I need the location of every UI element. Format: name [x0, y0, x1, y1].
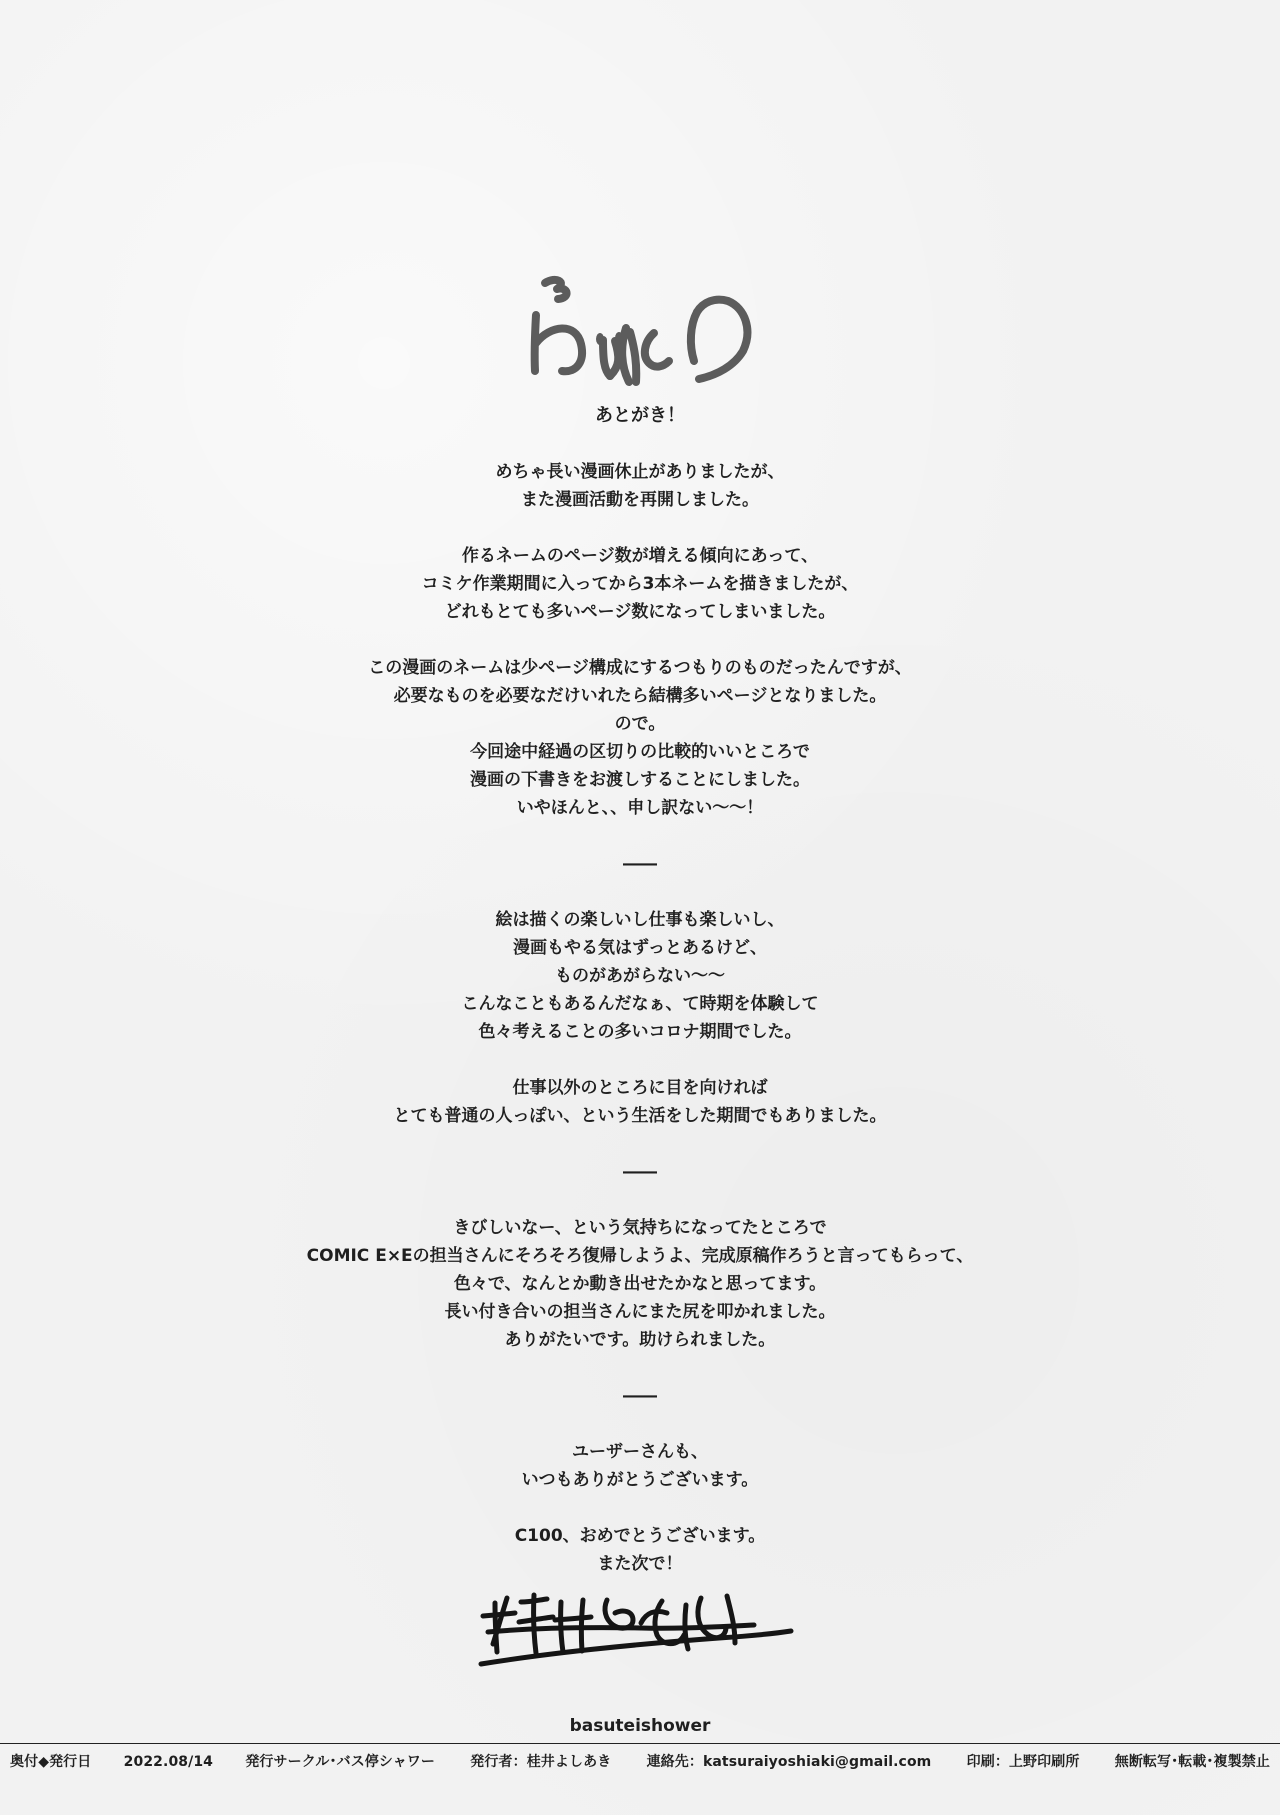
section-separator: ――: [623, 1162, 657, 1182]
text-line: 今回途中経過の区切りの比較的いいところで: [470, 742, 810, 762]
paragraph-8: [0, 1522, 1280, 1578]
text-line: 仕事以外のところに目を向ければ: [512, 1078, 768, 1098]
colophon: [10, 1752, 1270, 1772]
paragraph-4: [0, 906, 1280, 1046]
afterword-body: [0, 458, 1280, 1606]
text-line: いつもありがとうございます。: [521, 1470, 759, 1490]
section-separator: ――: [623, 1386, 657, 1406]
printer-name: 印刷：上野印刷所: [966, 1754, 1080, 1770]
text-line: ユーザーさんも、: [572, 1442, 708, 1462]
text-line: 漫画もやる気はずっとあるけど、: [513, 938, 767, 958]
text-line: 作るネームのページ数が増える傾向にあって、: [461, 546, 819, 566]
text-line: 必要なものを必要なだけいれたら結構多いページとなりました。: [393, 686, 887, 706]
text-line: C100、おめでとうございます。: [514, 1526, 766, 1546]
text-line: こんなこともあるんだなぁ、て時期を体験して: [461, 994, 819, 1014]
section-separator: ――: [623, 854, 657, 874]
text-line: また漫画活動を再開しました。: [521, 490, 759, 510]
text-line: 色々考えることの多いコロナ期間でした。: [478, 1022, 802, 1042]
text-line: ありがたいです。助けられました。: [504, 1330, 776, 1350]
colophon-label: 奥付◆発行日: [10, 1754, 92, 1770]
text-line: ものがあがらない〜〜: [555, 966, 725, 986]
publication-date: 2022.08/14: [123, 1754, 214, 1770]
paragraph-3: [0, 654, 1280, 822]
text-line: 色々で、なんとか動き出せたかなと思ってます。: [453, 1274, 827, 1294]
paragraph-1: [0, 458, 1280, 514]
text-line: いやほんと、、申し訳ない〜〜！: [516, 798, 764, 818]
signature-image: [473, 1580, 803, 1672]
doodle-face-icon: [519, 275, 755, 393]
circle-name: 発行サークル･バス停シャワー: [245, 1754, 436, 1770]
contact-email: 連絡先：katsuraiyoshiaki@gmail.com: [646, 1754, 932, 1770]
paragraph-6: [0, 1214, 1280, 1354]
afterword-title: あとがき！: [595, 405, 685, 426]
paragraph-2: [0, 542, 1280, 626]
text-line: 長い付き合いの担当さんにまた尻を叩かれました。: [444, 1302, 836, 1322]
text-line: COMIC E×Eの担当さんにそろそろ復帰しようよ、完成原稿作ろうと言ってもらって、: [306, 1246, 974, 1266]
text-line: とても普通の人っぽい、という生活をした期間でもありました。: [393, 1106, 887, 1126]
paragraph-5: [0, 1074, 1280, 1130]
text-line: どれもとても多いページ数になってしまいました。: [444, 602, 836, 622]
text-line: ので。: [614, 714, 666, 734]
text-line: この漫画のネームは少ページ構成にするつもりのものだったんですが、: [368, 658, 912, 678]
text-line: めちゃ長い漫画休止がありましたが、: [495, 462, 785, 482]
text-line: 漫画の下書きをお渡しすることにしました。: [470, 770, 810, 790]
text-line: きびしいなー、という気持ちになってたところで: [453, 1218, 827, 1238]
publisher-name: 発行者：桂井よしあき: [470, 1754, 612, 1770]
text-line: 絵は描くの楽しいし仕事も楽しいし、: [495, 910, 785, 930]
text-line: また次で！: [597, 1554, 683, 1574]
text-line: コミケ作業期間に入ってから3本ネームを描きましたが、: [421, 574, 859, 594]
paragraph-7: [0, 1438, 1280, 1494]
author-handle: basuteishower: [569, 1716, 711, 1736]
colophon-divider: [0, 1743, 1280, 1744]
copyright-notice: 無断転写･転載･複製禁止: [1114, 1754, 1270, 1770]
